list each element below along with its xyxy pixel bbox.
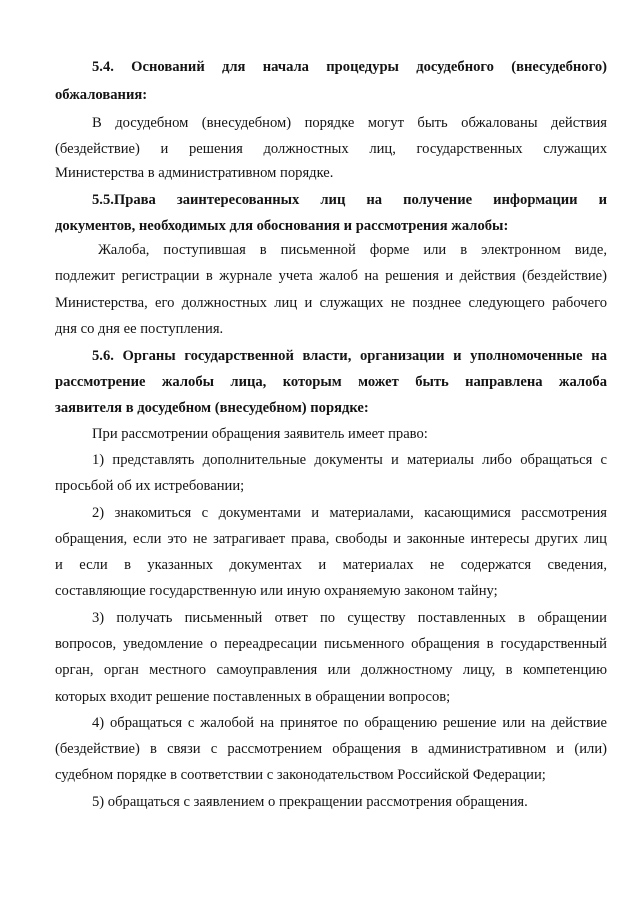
section-5-5-para-line-2: подлежит регистрации в журнале учета жалоб на решения и действия (бездействие) [55, 268, 607, 284]
right-3-line-3: орган, орган местного самоуправления или должностному лицу, в компетенцию [55, 662, 607, 678]
section-5-5-heading-line-2: документов, необходимых для обоснования и рассмотрения жалобы: [55, 218, 509, 234]
right-2-line-2: обращения, если это не затрагивает права, свободы и законные интересы других лиц [55, 531, 607, 547]
right-1-line-1: 1) представлять дополнительные документы и материалы либо обращаться с [92, 452, 607, 468]
right-3-line-4: которых входит решение поставленных в обращении вопросов; [55, 689, 451, 705]
section-5-5-para-line-3: Министерства, его должностных лиц и служащих не позднее следующего рабочего [55, 295, 607, 311]
right-5-line-1: 5) обращаться с заявлением о прекращении рассмотрения обращения. [92, 794, 528, 810]
right-2-line-1: 2) знакомиться с документами и материалами, касающимися рассмотрения [92, 505, 607, 521]
section-5-5-para-line-1: Жалоба, поступившая в письменной форме или в электронном виде, [98, 242, 607, 258]
section-5-4-para-line-2: (бездействие) и решения должностных лиц, государственных служащих [55, 141, 607, 157]
right-4-line-1: 4) обращаться с жалобой на принятое по обращению решение или на действие [92, 715, 607, 731]
section-5-6-heading-line-3: заявителя в досудебном (внесудебном) порядке: [55, 400, 369, 416]
section-5-6-intro: При рассмотрении обращения заявитель имеет право: [92, 426, 428, 442]
right-1-line-2: просьбой об их истребовании; [55, 478, 245, 494]
section-5-4-heading-line-1: 5.4. Оснований для начала процедуры досудебного (внесудебного) [92, 59, 607, 75]
section-5-5-heading-line-1: 5.5.Права заинтересованных лиц на получение информации и [92, 192, 607, 208]
right-2-line-3: и если в указанных документах и материалах не содержатся сведения, [55, 557, 607, 573]
right-2-line-4: составляющие государственную или иную охраняемую законом тайну; [55, 583, 498, 599]
right-3-line-1: 3) получать письменный ответ по существу поставленных в обращении [92, 610, 607, 626]
section-5-4-para-line-3: Министерства в административном порядке. [55, 165, 334, 181]
section-5-6-heading-line-2: рассмотрение жалобы лица, которым может быть направлена жалоба [55, 374, 607, 390]
right-3-line-2: вопросов, уведомление о переадресации письменного обращения в государственный [55, 636, 607, 652]
section-5-4-para-line-1: В досудебном (внесудебном) порядке могут быть обжалованы действия [92, 115, 607, 131]
right-4-line-2: (бездействие) в связи с рассмотрением обращения в административном и (или) [55, 741, 607, 757]
section-5-4-heading-line-2: обжалования: [55, 87, 148, 103]
right-4-line-3: судебном порядке в соответствии с законодательством Российской Федерации; [55, 767, 546, 783]
section-5-6-heading-line-1: 5.6. Органы государственной власти, организации и уполномоченные на [92, 348, 607, 364]
section-5-5-para-line-4: дня со дня ее поступления. [55, 321, 224, 337]
